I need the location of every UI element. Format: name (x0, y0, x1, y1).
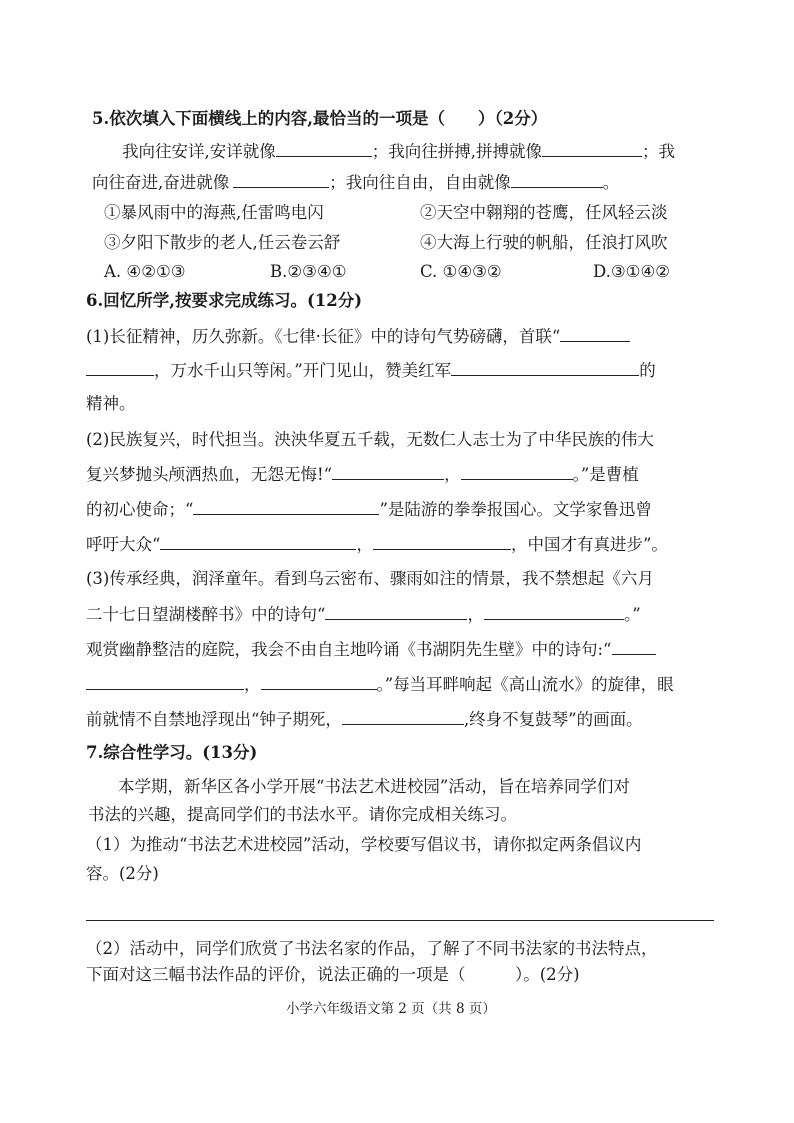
q6-p1-text-c: 的 (639, 361, 656, 380)
q5-item-3: ③夕阳下散步的老人,任云卷云舒 (104, 233, 341, 252)
answer-blank[interactable] (612, 637, 656, 655)
q6-p2-text-h: ，中国才有真进步”。 (510, 535, 668, 554)
answer-blank[interactable] (276, 139, 372, 157)
q5-stem-line1 (122, 139, 675, 164)
answer-blank[interactable] (193, 497, 379, 515)
q6-p2-text-d: 的初心使命；“ (86, 500, 194, 519)
answer-blank[interactable] (160, 532, 356, 550)
answer-blank[interactable] (233, 170, 329, 188)
q6-p2-line4 (86, 532, 668, 557)
answer-blank[interactable] (542, 139, 642, 157)
q5-stem1-a: 我向往安详,安详就像 (122, 142, 276, 161)
q6-p3-line5 (86, 707, 643, 732)
answer-blank[interactable] (461, 462, 573, 480)
q7-intro-line2: 书法的兴趣，提高同学们的书法水平。请你完成相关练习。 (88, 805, 517, 824)
q6-p3-line2 (86, 602, 641, 627)
q6-p2-line1: (2)民族复兴，时代担当。泱泱华夏五千载，无数仁人志士为了中华民族的伟大 (86, 430, 654, 449)
q6-p1-text-b: ，万水千山只等闲。”开门见山，赞美红军 (154, 361, 452, 380)
q7-sub1-line1: （1）为推动“书法艺术进校园”活动，学校要写倡议书，请你拟定两条倡议内 (86, 835, 642, 854)
answer-blank[interactable] (560, 324, 630, 342)
q5-stem2-a: 向往奋进,奋进就像 (92, 173, 230, 192)
answer-blank[interactable] (86, 672, 244, 690)
q6-p2-text-b: ， (444, 465, 461, 484)
q5-stem1-b: ；我向往拼搏,拼搏就像 (371, 142, 542, 161)
answer-blank[interactable] (484, 602, 624, 620)
q6-p3-text-e: ， (244, 675, 261, 694)
q7-sub2-line1: （2）活动中，同学们欣赏了书法名家的作品，了解了不同书法家的书法特点， (86, 939, 658, 958)
q6-p2-text-a: 复兴梦抛头颅洒热血，无怨无悔!“ (86, 465, 333, 484)
answer-blank[interactable] (325, 602, 467, 620)
q5-stem2-c: 。 (602, 173, 620, 192)
q5-item-2: ②天空中翱翔的苍鹰，任风轻云淡 (420, 203, 668, 222)
q7-title: 7.综合性学习。(13分) (86, 743, 258, 762)
page-footer: 小学六年级语文第 2 页（共 8 页） (286, 1001, 496, 1017)
q6-p3-text-g: 前就情不自禁地浮现出“钟子期死， (86, 710, 342, 729)
q6-p3-line1: (3)传承经典，润泽童年。看到乌云密布、骤雨如注的情景，我不禁想起《六月 (86, 569, 654, 588)
q5-stem2-b: ；我向往自由，自由就像 (329, 173, 511, 192)
q5-stem-line2 (92, 170, 619, 195)
q6-p2-text-g: ， (356, 535, 373, 554)
answer-blank[interactable] (373, 532, 511, 550)
answer-blank[interactable] (332, 462, 444, 480)
q6-p3-text-f: 。”每当耳畔响起《高山流水》的旋律，眼 (376, 675, 674, 694)
q6-p3-line4 (86, 672, 674, 697)
q6-p1-text-a: (1)长征精神，历久弥新。《七律·长征》中的诗句气势磅礴，首联“ (86, 327, 561, 346)
q6-p3-text-h: ,终身不复鼓琴”的画面。 (463, 710, 643, 729)
q5-title: 5.依次填入下面横线上的内容,最恰当的一项是（ ）（2分） (92, 109, 548, 128)
q5-choice-b[interactable]: B.②③④① (270, 262, 347, 281)
answer-blank[interactable] (261, 672, 377, 690)
q6-p2-text-c: 。”是曹植 (572, 465, 639, 484)
q5-choice-a[interactable]: A. ④②①③ (104, 262, 186, 281)
q6-p3-line3 (86, 637, 656, 662)
q6-title: 6.回忆所学,按要求完成练习。(12分) (86, 291, 363, 310)
q6-p1-line3: 精神。 (86, 394, 136, 413)
q6-p2-line2 (86, 462, 639, 487)
q5-stem1-c: ；我 (642, 142, 675, 161)
answer-blank[interactable] (86, 358, 154, 376)
q6-p3-text-d: 观赏幽静整洁的庭院，我会不由自主地吟诵《书湖阴先生壁》中的诗句:“ (86, 640, 612, 659)
q5-choice-c[interactable]: C. ①④③② (420, 262, 502, 281)
q5-choice-d[interactable]: D.③①④② (593, 262, 671, 281)
q6-p3-text-b: ， (467, 605, 484, 624)
q6-p3-text-a: 二十七日望湖楼醉书》中的诗句“ (86, 605, 326, 624)
q7-sub2-line2: 下面对这三幅书法作品的评价，说法正确的一项是（ ）。(2分) (86, 965, 580, 984)
q5-item-1: ①暴风雨中的海燕,任雷鸣电闪 (104, 203, 324, 222)
answer-line[interactable] (86, 920, 714, 921)
q6-p1-line1 (86, 324, 630, 349)
q7-sub1-line2: 容。(2分) (86, 864, 159, 883)
q6-p1-line2 (86, 358, 656, 383)
q5-item-4: ④大海上行驶的帆船，任浪打风吹 (420, 233, 668, 252)
q6-p2-text-e: ”是陆游的拳拳报国心。文学家鲁迅曾 (379, 500, 652, 519)
q7-intro-line1: 本学期，新华区各小学开展“书法艺术进校园”活动，旨在培养同学们对 (118, 777, 630, 796)
answer-blank[interactable] (451, 358, 639, 376)
q6-p2-text-f: 呼吁大众“ (86, 535, 161, 554)
answer-blank[interactable] (342, 707, 464, 725)
q6-p3-text-c: 。” (623, 605, 641, 624)
q6-p2-line3 (86, 497, 652, 522)
answer-blank[interactable] (511, 170, 603, 188)
